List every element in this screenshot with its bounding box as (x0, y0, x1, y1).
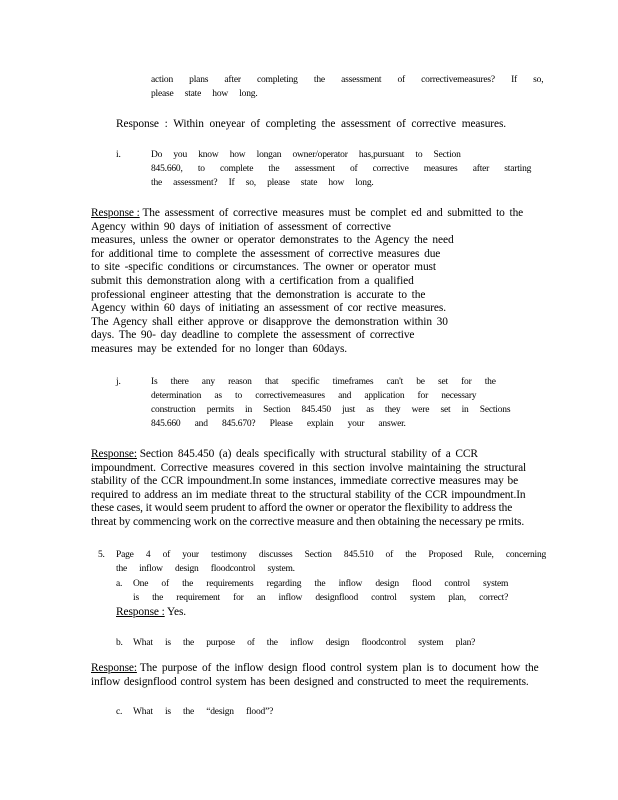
response-line: Response : Within oneyear of completing the assessment of corrective measures. (116, 118, 507, 130)
question-line: 845.660 and 845.670? Please explain your answer. (151, 419, 406, 429)
question-5-label: 5. (98, 550, 105, 560)
response-text: Yes. (167, 606, 187, 618)
response-line: The purpose of the inflow design flood control system plan is to document how the (139, 662, 539, 674)
question-5c (133, 705, 273, 719)
response-5a (116, 606, 186, 620)
question-5b (133, 636, 475, 650)
question-line: What is the “design flood”? (133, 707, 274, 717)
question-j-label: j. (116, 377, 121, 387)
response-label: Response : (116, 606, 165, 618)
response-line: days. The 90- day deadline to complete the assessment of corrective (91, 329, 415, 342)
response-line: stability of the CCR impoundment.In some instances, immediate corrective measures may be (91, 475, 519, 488)
question-line: 845.660, to complete the assessment of corrective measures after starting (151, 164, 532, 174)
response-line: threat by commencing work on the corrective measure and then obtaining the necessary pe rmits. (91, 515, 525, 528)
response-label: Response: (91, 662, 137, 674)
response-line: measures, unless the owner or operator demonstrates to the Agency the need (91, 234, 454, 247)
response-i (91, 207, 523, 357)
question-line: the inflow design floodcontrol system. (116, 564, 295, 574)
question-line: please state how long. (151, 89, 258, 99)
response-line: professional engineer attesting that the demonstration is accurate to the (91, 288, 426, 301)
response-line: The assessment of corrective measures must be complet ed and submitted to the (142, 207, 524, 219)
question-j (151, 375, 510, 431)
response-5b (91, 662, 539, 689)
response-line: for additional time to complete the assessment of corrective measures due (91, 247, 441, 260)
response-line: submit this demonstration along with a certification from a qualified (91, 274, 414, 287)
response-line: Agency within 60 days of initiating an assessment of cor rective measures. (91, 302, 446, 315)
question-line: determination as to correctivemeasures and application for necessary (151, 391, 477, 401)
question-line: is the requirement for an inflow designflood control system plan, correct? (133, 593, 509, 603)
response-line: to site -specific conditions or circumstances. The owner or operator must (91, 261, 436, 274)
response-line: The Agency shall either approve or disapprove the demonstration within 30 (91, 315, 448, 328)
response-line: inflow designflood control system has been designed and constructed to meet the requirements. (91, 675, 529, 688)
response-line: required to address an im mediate threat to the structural stability of the CCR impoundment.In (91, 488, 526, 501)
response-h (116, 118, 506, 132)
question-line: One of the requirements regarding the inflow design flood control system (133, 579, 509, 589)
question-i (151, 148, 531, 190)
question-5b-label: b. (116, 638, 123, 648)
question-line: Page 4 of your testimony discusses Section 845.510 of the Proposed Rule, concerning (116, 550, 547, 560)
response-line: measures may be extended for no longer than 60days. (91, 342, 348, 355)
question-line: construction permits in Section 845.450 just as they were set in Sections (151, 405, 511, 415)
question-h-continuation (151, 73, 543, 101)
response-label: Response: (91, 448, 137, 460)
question-line: Is there any reason that specific timeframes can't be set for the (151, 377, 496, 387)
question-line: Do you know how longan owner/operator has,pursuant to Section (151, 150, 461, 160)
response-label: Response : (91, 207, 140, 219)
response-line: Section 845.450 (a) deals specifically with structural stability of a CCR (139, 448, 478, 460)
response-j (91, 448, 526, 530)
question-5c-label: c. (116, 707, 123, 717)
response-line: impoundment. Corrective measures covered in this section involve maintaining the structural (91, 461, 527, 474)
question-i-label: i. (116, 150, 121, 160)
response-line: these cases, it would seem prudent to afford the owner or operator the flexibility to address the (91, 502, 513, 515)
question-line: the assessment? If so, please state how long. (151, 178, 374, 188)
question-5 (116, 548, 546, 576)
question-line: action plans after completing the assessment of correctivemeasures? If so, (151, 75, 544, 85)
response-line: Agency within 90 days of initiation of assessment of corrective (91, 220, 391, 233)
question-line: What is the purpose of the inflow design floodcontrol system plan? (133, 638, 476, 648)
question-5a (133, 577, 508, 605)
question-5a-label: a. (116, 579, 123, 589)
